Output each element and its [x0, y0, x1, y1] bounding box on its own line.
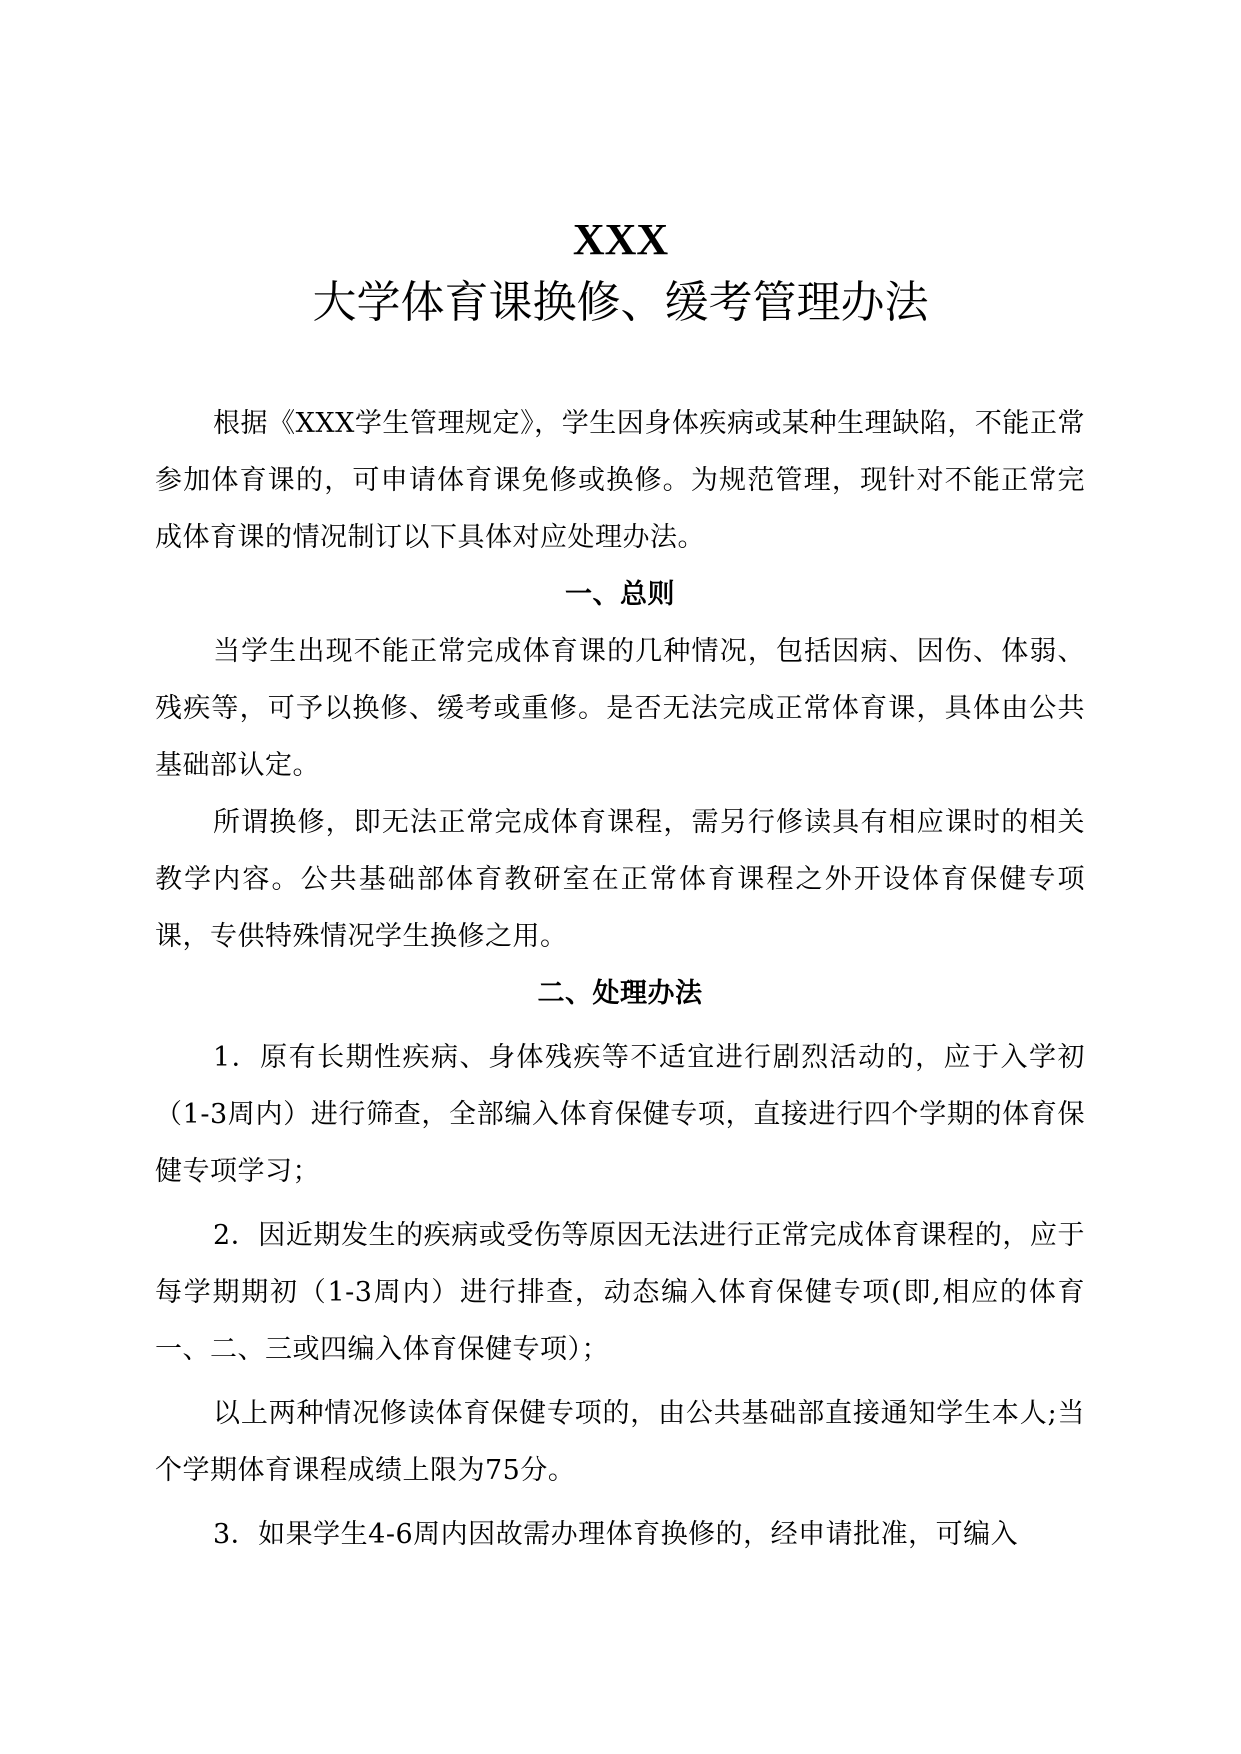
section2-note: 以上两种情况修读体育保健专项的，由公共基础部直接通知学生本人;当个学期体育课程成绩上限为75分。	[155, 1398, 1085, 1486]
section1-paragraph-2: 所谓换修，即无法正常完成体育课程，需另行修读具有相应课时的相关教学内容。公共基础部体育教研室在正常体育课程之外开设体育保健专项课，专供特殊情况学生换修之用。	[155, 807, 1085, 952]
section2-item-1: 1．原有长期性疾病、身体残疾等不适宜进行剧烈活动的，应于入学初（1-3周内）进行筛查，全部编入体育保健专项，直接进行四个学期的体育保健专项学习；	[155, 1042, 1085, 1187]
section2-item-3: 3．如果学生4-6周内因故需办理体育换修的，经申请批准，可编入	[213, 1519, 1019, 1550]
document-title-line2: 大学体育课换修、缓考管理办法	[312, 277, 929, 328]
section1-heading: 一、总则	[565, 579, 675, 610]
document-title-line1: XXX	[572, 215, 669, 264]
section2-item-2: 2．因近期发生的疾病或受伤等原因无法进行正常完成体育课程的，应于每学期期初（1-3周内）进行排查，动态编入体育保健专项(即,相应的体育一、二、三或四编入体育保健专项）；	[155, 1220, 1085, 1365]
section1-paragraph-1: 当学生出现不能正常完成体育课的几种情况，包括因病、因伤、体弱、残疾等，可予以换修、缓考或重修。是否无法完成正常体育课，具体由公共基础部认定。	[155, 636, 1085, 781]
section2-heading: 二、处理办法	[537, 978, 703, 1009]
intro-paragraph: 根据《XXX学生管理规定》，学生因身体疾病或某种生理缺陷，不能正常参加体育课的，可申请体育课免修或换修。为规范管理，现针对不能正常完成体育课的情况制订以下具体对应处理办法。	[155, 408, 1085, 553]
document-body	[155, 395, 1085, 1563]
